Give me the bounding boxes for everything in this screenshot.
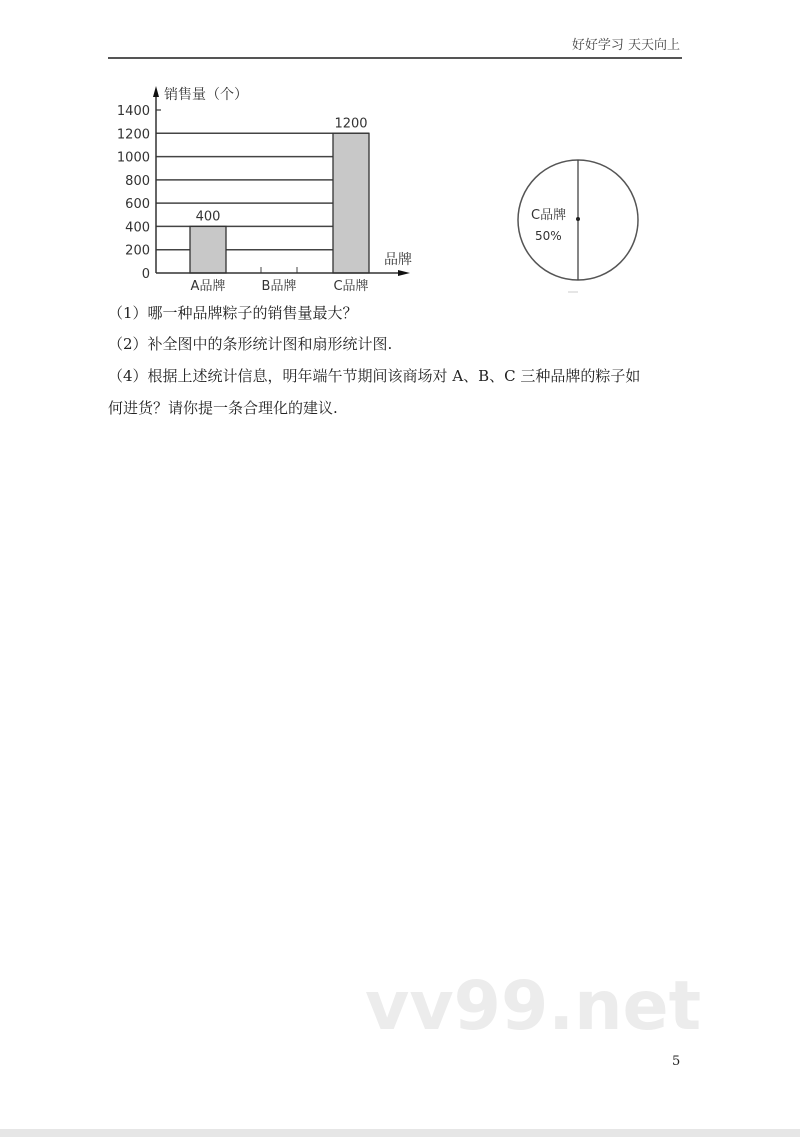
x-axis-arrow — [398, 270, 410, 276]
bar-value-label: 1200 — [334, 116, 368, 132]
x-axis-label: 品牌 — [384, 252, 412, 268]
page-bottom-edge — [0, 1129, 800, 1137]
y-tick-label: 800 — [125, 173, 150, 189]
question-1: （1）哪一种品牌粽子的销售量最大？ — [108, 304, 358, 322]
y-tick-label: 600 — [125, 197, 150, 213]
y-tick-label: 0 — [141, 267, 150, 282]
x-tick-label: C品牌 — [333, 279, 369, 294]
bar-and-pie-chart — [0, 0, 800, 320]
question-4-line-1: （4）根据上述统计信息，明年端午节期间该商场对 A、B、C 三种品牌的粽子如 — [108, 367, 641, 385]
y-axis-arrow — [153, 86, 159, 97]
bar — [190, 226, 226, 273]
y-tick-label: 1400 — [116, 104, 150, 119]
y-tick-label: 1000 — [116, 150, 150, 166]
y-axis-label: 销售量（个） — [164, 87, 248, 103]
bar — [333, 133, 369, 273]
pie-center-dot — [576, 217, 580, 221]
x-tick-label: B品牌 — [261, 279, 297, 294]
question-2: （2）补全图中的条形统计图和扇形统计图. — [108, 335, 393, 353]
x-tick-label: A品牌 — [190, 279, 226, 294]
pie-slice-percent: 50% — [535, 229, 562, 243]
page-number: 5 — [672, 1054, 681, 1069]
bar-chart — [117, 86, 412, 294]
pie-slice-label: C品牌 — [531, 208, 567, 223]
y-tick-label: 1200 — [116, 127, 150, 143]
watermark: vv99.net — [365, 967, 702, 1046]
question-4-line-2: 何进货？请你提一条合理化的建议. — [108, 399, 338, 417]
y-tick-label: 400 — [125, 220, 150, 236]
header-text: 好好学习 天天向上 — [571, 38, 680, 53]
pie-chart — [518, 160, 638, 292]
y-tick-label: 200 — [125, 243, 150, 259]
bar-value-label: 400 — [195, 209, 221, 225]
